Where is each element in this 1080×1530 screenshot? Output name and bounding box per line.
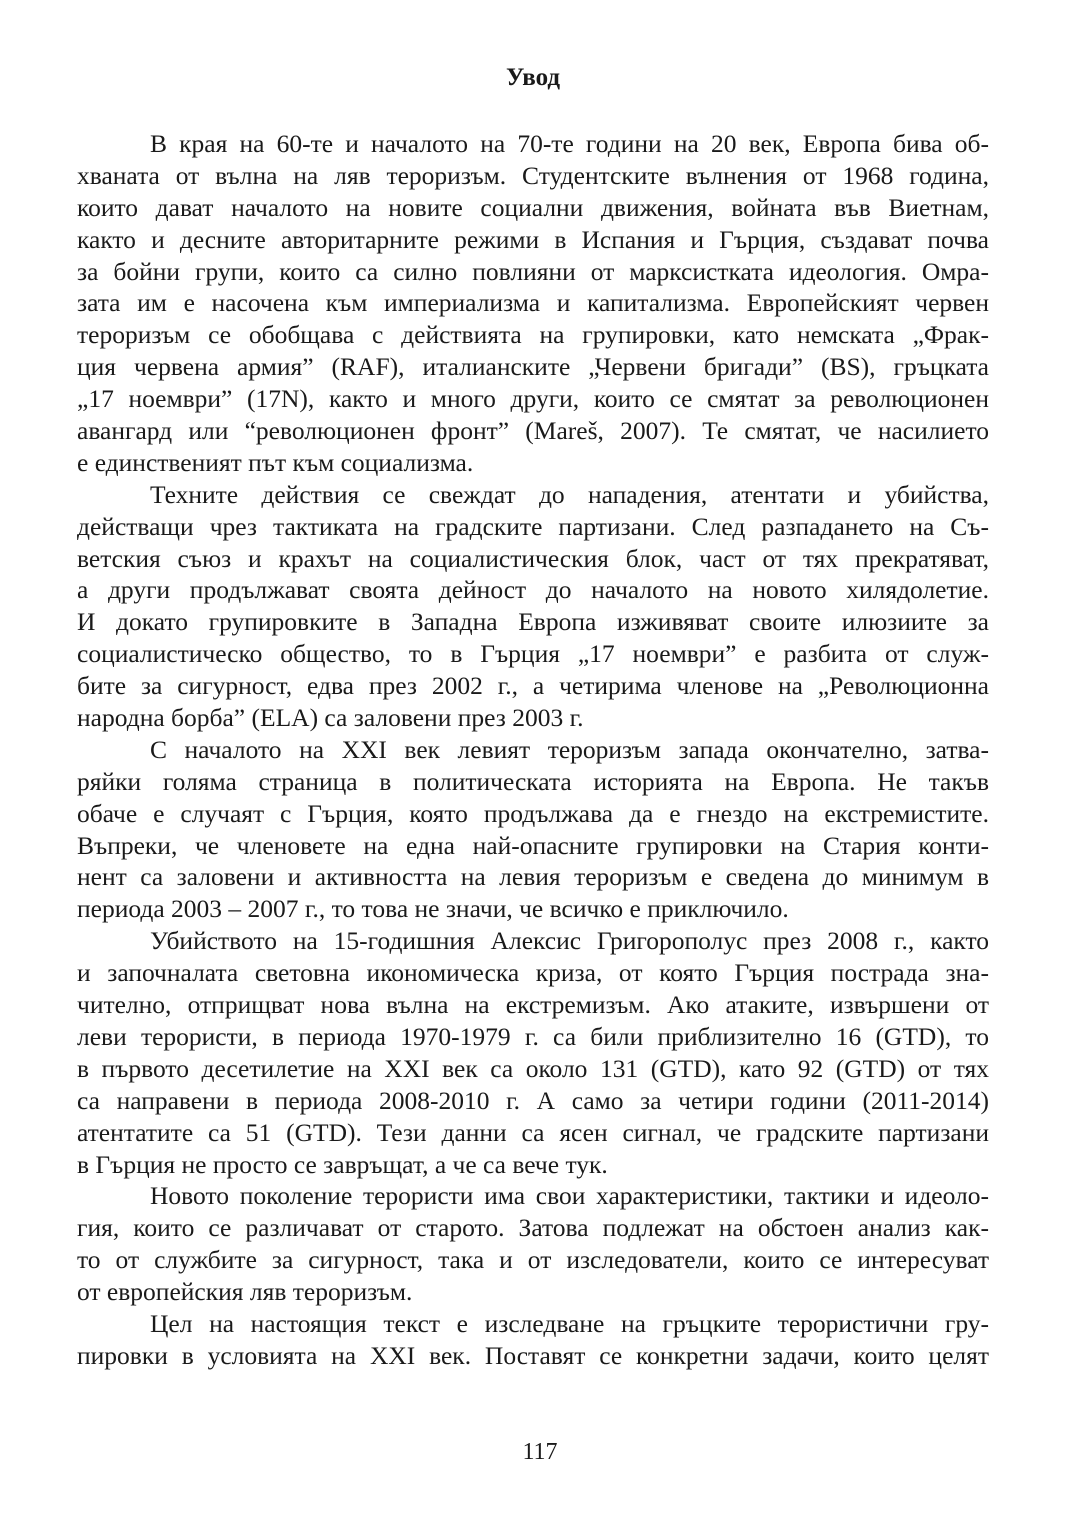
text-line: то от службите за сигурност, така и от изследователи, които се интересуват	[77, 1245, 989, 1275]
text-line: леви терористи, в периода 1970-1979 г. са били приблизително 16 (GTD), то	[77, 1021, 989, 1051]
text-line: ряйки голяма страница в политическата историята на Европа. Не такъв	[77, 766, 989, 796]
paragraph	[77, 479, 989, 734]
paragraph	[77, 1308, 989, 1372]
text-line: тероризъм се обобщава с действията на групировки, като немската „Фрак-	[77, 320, 989, 350]
text-line: И докато групировките в Западна Европа изживяват своите илюзиите за	[77, 607, 989, 637]
text-line: които дават началото на новите социални движения, войната във Виетнам,	[77, 192, 989, 222]
text-line: В края на 60-те и началото на 70-те години на 20 век, Европа бива об-	[150, 129, 989, 158]
text-line: зата им е насочена към империализма и капитализма. Европейският червен	[77, 288, 989, 318]
text-line: Убийството на 15-годишния Алексис Григорополус през 2008 г., както	[150, 926, 989, 956]
text-line: и започналата световна икономическа криза, от която Гърция пострада зна-	[77, 958, 989, 988]
text-line: хваната от вълна на ляв тероризъм. Студентските вълнения от 1968 година,	[77, 160, 989, 190]
page-body	[77, 58, 989, 1372]
text-line: „17 ноември” (17N), както и много други, които се смятат за революционен	[77, 384, 989, 414]
text-line: С началото на XXI век левият тероризъм запада окончателно, затва-	[150, 734, 989, 764]
section-title: Увод	[505, 64, 561, 91]
paragraph	[77, 128, 989, 479]
text-line: авангард или “революционен фронт” (Mareš, 2007). Те смятат, че насилието	[77, 416, 989, 446]
text-line: гия, които се различават от старото. Затова подлежат на обстоен анализ как-	[77, 1213, 989, 1243]
text-line: бите за сигурност, едва през 2002 г., а четирима членове на „Революционна	[77, 671, 989, 701]
paragraph	[77, 734, 989, 925]
text-line: социалистическо общество, то в Гърция „17 ноември” е разбита от служ-	[77, 639, 989, 669]
paragraph	[77, 1180, 989, 1308]
text-line: нент са заловени и активността на левия тероризъм е сведена до минимум в	[77, 862, 989, 892]
text-line: Въпреки, че членовете на една най-опасните групировки на Стария конти-	[77, 830, 989, 860]
text-line: народна борба” (ELA) са заловени през 2003 г.	[77, 703, 584, 733]
text-line: Техните действия се свеждат до нападения, атентати и убийства,	[150, 479, 989, 509]
text-line: периода 2003 – 2007 г., то това не значи, че всичко е приключило.	[77, 894, 789, 924]
text-line: пировки в условията на XXI век. Поставят се конкретни задачи, които целят	[77, 1340, 989, 1370]
text-line: са направени в периода 2008-2010 г. А само за четири години (2011-2014)	[77, 1085, 989, 1115]
text-line: Новото поколение терористи има свои характеристики, тактики и идеоло-	[150, 1181, 989, 1211]
paragraph	[77, 925, 989, 1180]
text-line: обаче е случаят с Гърция, която продължава да е гнездо на екстремистите.	[77, 798, 989, 828]
text-line: ветския съюз и крахът на социалистическия блок, част от тях прекратяват,	[77, 543, 989, 573]
text-line: от европейския ляв тероризъм.	[77, 1277, 413, 1307]
text-line: чително, отприщват нова вълна на екстремизъм. Ако атаките, извършени от	[77, 990, 989, 1020]
text-line: ция червена армия” (RAF), италианските „Червени бригади” (BS), гръцката	[77, 352, 989, 382]
text-line: е единственият път към социализма.	[77, 447, 474, 477]
text-line: а други продължават своята дейност до началото на новото хилядолетие.	[77, 575, 989, 605]
text-line: в Гърция не просто се завръщат, а че са вече тук.	[77, 1149, 608, 1179]
text-line: Цел на настоящия текст е изследване на гръцките терористични гру-	[150, 1308, 989, 1338]
page-number: 117	[522, 1439, 558, 1465]
text-line: в първото десетилетие на XXI век са около 131 (GTD), като 92 (GTD) от тях	[77, 1053, 989, 1083]
text-line: действащи чрез тактиката на градските партизани. След разпадането на Съ-	[77, 511, 989, 541]
text-line: както и десните авторитарните режими в Испания и Гърция, създават почва	[77, 224, 989, 254]
text-line: за бойни групи, които са силно повлияни от марксистката идеология. Омра-	[77, 256, 989, 286]
text-line: атентатите са 51 (GTD). Тези данни са ясен сигнал, че градските партизани	[77, 1117, 989, 1147]
